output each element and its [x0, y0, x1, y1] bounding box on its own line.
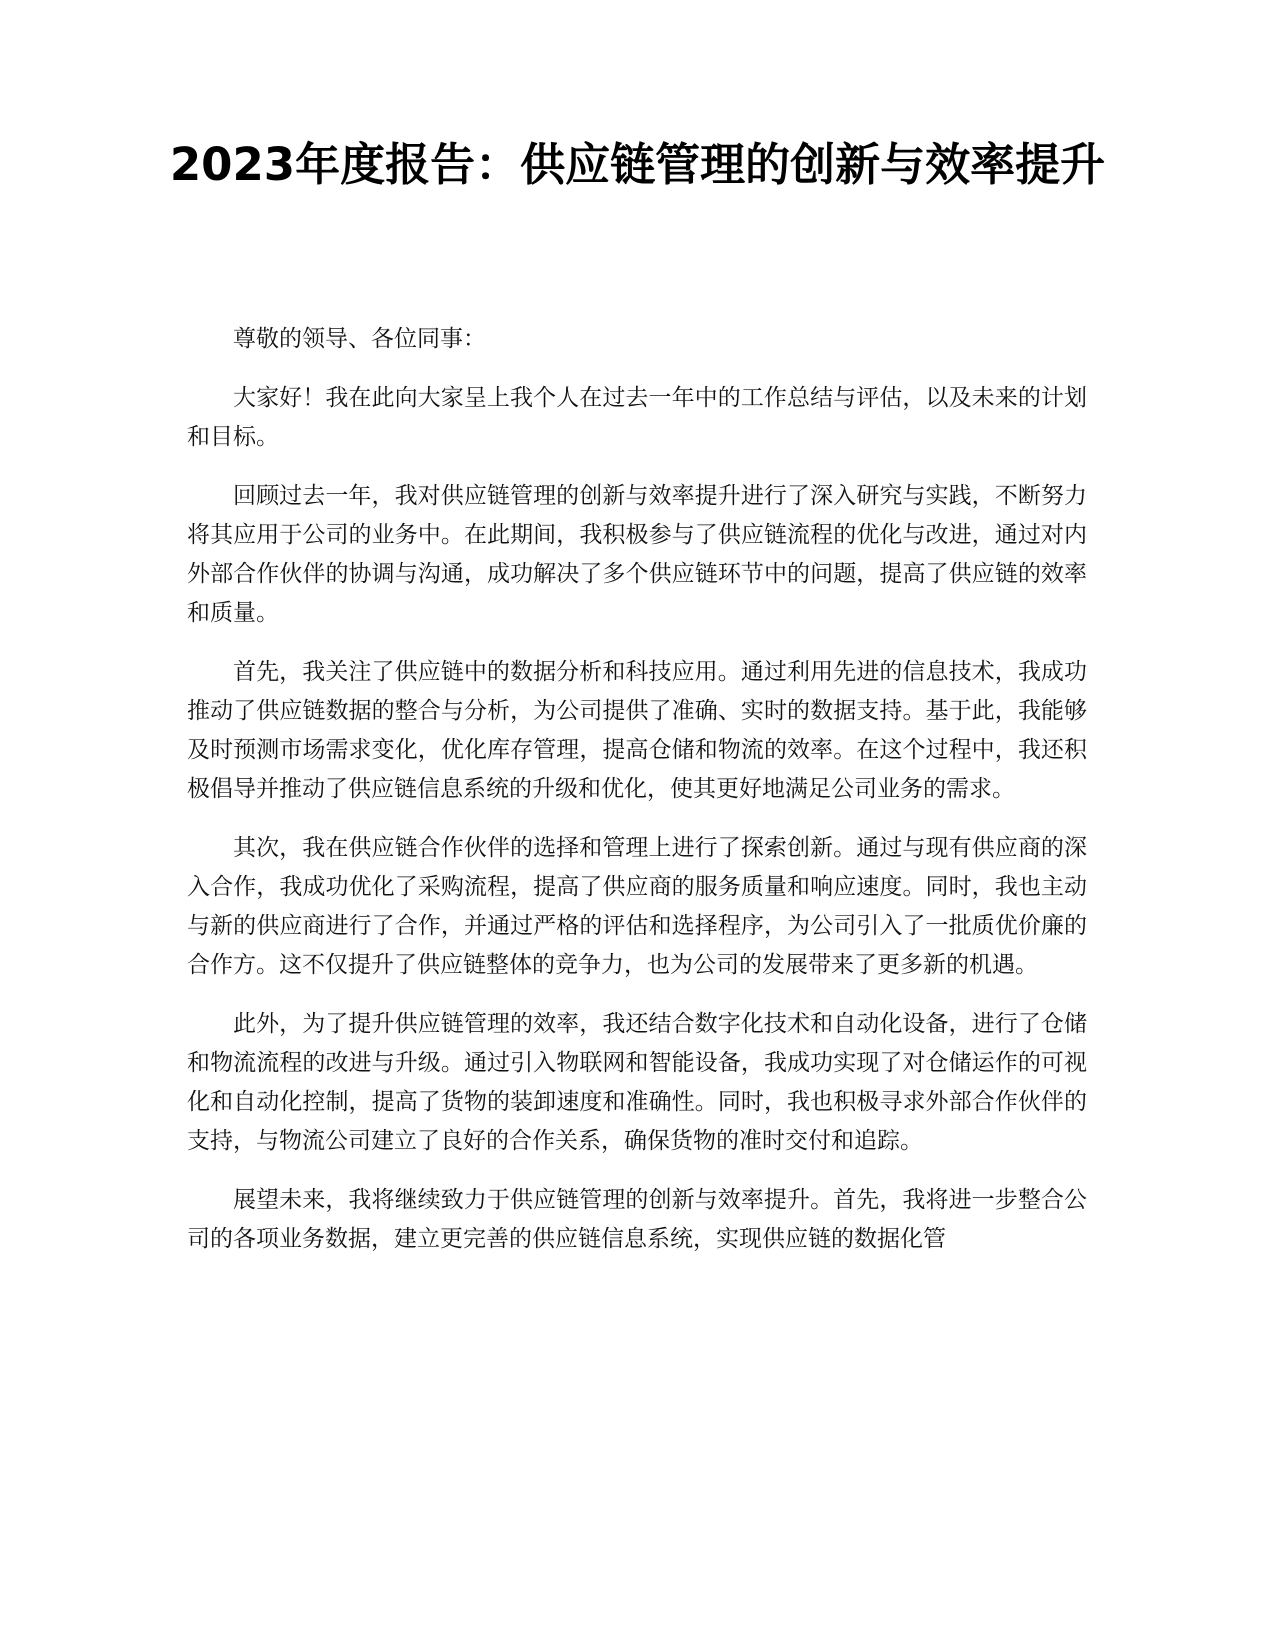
greeting: 尊敬的领导、各位同事：	[233, 326, 486, 352]
paragraph-review: 回顾过去一年，我对供应链管理的创新与效率提升进行了深入研究与实践，不断努力将其应用于公司的业务中。在此期间，我积极参与了供应链流程的优化与改进，通过对内外部合作伙伴的协调与沟通，成功解决了多个供应链环节中的问题，提高了供应链的效率和质量。	[187, 483, 1087, 626]
paragraph-digitalization: 此外，为了提升供应链管理的效率，我还结合数字化技术和自动化设备，进行了仓储和物流流程的改进与升级。通过引入物联网和智能设备，我成功实现了对仓储运作的可视化和自动化控制，提高了货物的装卸速度和准确性。同时，我也积极寻求外部合作伙伴的支持，与物流公司建立了良好的合作关系，确保货物的准时交付和追踪。	[187, 1011, 1087, 1154]
document-body	[187, 320, 1087, 1279]
paragraph-data-analysis: 首先，我关注了供应链中的数据分析和科技应用。通过利用先进的信息技术，我成功推动了供应链数据的整合与分析，为公司提供了准确、实时的数据支持。基于此，我能够及时预测市场需求变化，优化库存管理，提高仓储和物流的效率。在这个过程中，我还积极倡导并推动了供应链信息系统的升级和优化，使其更好地满足公司业务的需求。	[187, 659, 1087, 802]
paragraph-partners: 其次，我在供应链合作伙伴的选择和管理上进行了探索创新。通过与现有供应商的深入合作，我成功优化了采购流程，提高了供应商的服务质量和响应速度。同时，我也主动与新的供应商进行了合作，并通过严格的评估和选择程序，为公司引入了一批质优价廉的合作方。这不仅提升了供应链整体的竞争力，也为公司的发展带来了更多新的机遇。	[187, 835, 1087, 978]
paragraph-outlook: 展望未来，我将继续致力于供应链管理的创新与效率提升。首先，我将进一步整合公司的各项业务数据，建立更完善的供应链信息系统，实现供应链的数据化管	[187, 1187, 1087, 1252]
paragraph-intro: 大家好！我在此向大家呈上我个人在过去一年中的工作总结与评估，以及未来的计划和目标。	[187, 385, 1087, 450]
document-title: 2023年度报告：供应链管理的创新与效率提升	[169, 138, 1106, 191]
